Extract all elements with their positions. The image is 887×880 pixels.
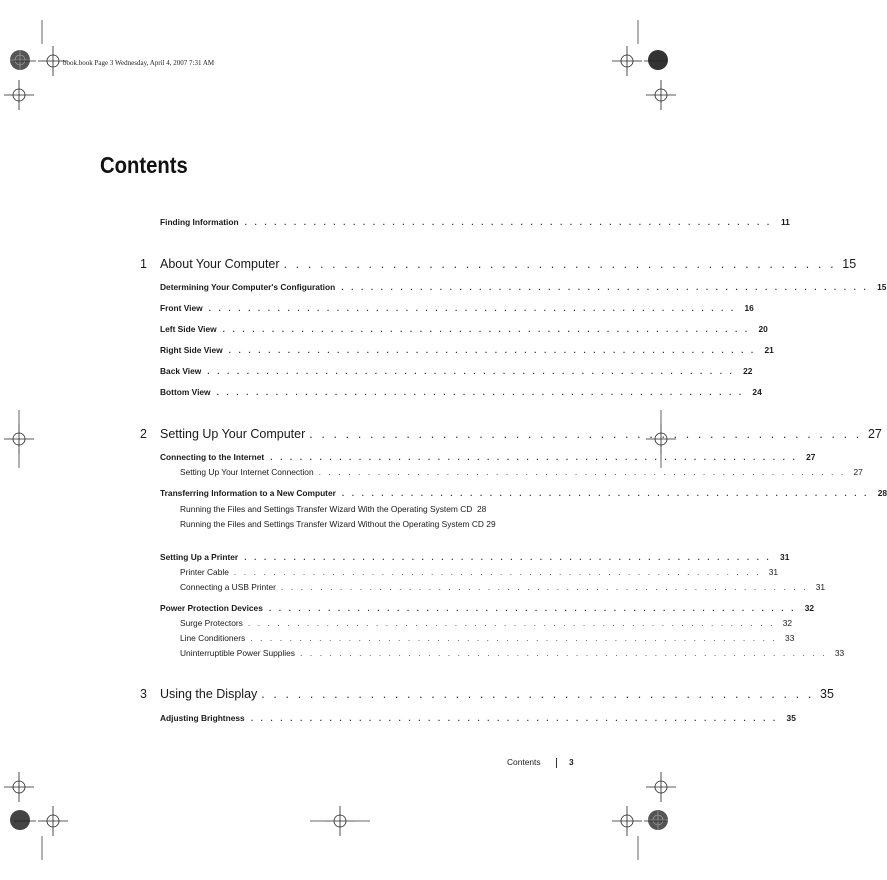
toc-entry-label: Surge Protectors <box>180 618 243 628</box>
toc-entry-label: Connecting to the Internet <box>160 452 265 462</box>
toc-entry-label: Front View <box>160 303 203 313</box>
leader-dots: . . . . . . . . . . . . . . . . . . . . . . . . . . . . . . . . . . . . . . . . . . . . . . . . . . . . . . <box>207 366 735 376</box>
chapter-title: Using the Display <box>160 687 258 701</box>
toc-entry-label: Uninterruptible Power Supplies <box>180 648 295 658</box>
toc-entry-label: Left Side View <box>160 324 217 334</box>
print-slug: book.book Page 3 Wednesday, April 4, 2007 7:31 AM <box>63 59 215 67</box>
toc-entry-page: 20 <box>758 324 768 334</box>
toc-entry-page: 16 <box>744 303 754 313</box>
leader-dots: . . . . . . . . . . . . . . . . . . . . . . . . . . . . . . . . . . . . . . . . . . . . . . . . . . . . . . <box>268 603 797 613</box>
toc-entry-page: 24 <box>752 387 762 397</box>
chapter-number: 1 <box>140 257 147 271</box>
chapter-title: About Your Computer <box>160 257 280 271</box>
leader-dots: . . . . . . . . . . . . . . . . . . . . . . . . . . . . . . . . . . . . . . . . . . . . . . . . . . . . . . <box>341 282 869 292</box>
leader-dots: . . . . . . . . . . . . . . . . . . . . . . . . . . . . . . . . . . . . . . . . . . . . . . . . . . . . . . <box>244 552 772 562</box>
toc-entry-page: 28 <box>877 488 887 498</box>
leader-dots: . . . . . . . . . . . . . . . . . . . . . . . . . . . . . . . . . . . . . . . . . . . . . . . . . . . . . . <box>228 345 756 355</box>
toc-entry-page: 31 <box>815 582 826 592</box>
toc-entry-page: 32 <box>782 618 793 628</box>
leader-dots: . . . . . . . . . . . . . . . . . . . . . . . . . . . . . . . . . . . . . . . . . . . . . . . . . . . . . . <box>250 713 778 723</box>
toc-entry-label: Adjusting Brightness <box>160 713 245 723</box>
leader-dots: . . . . . . . . . . . . . . . . . . . . . . . . . . . . . . . . . . . . . . . . . . . . . . . . . . . . . . <box>244 217 772 227</box>
footer-section: Contents <box>507 757 541 767</box>
leader-dots: . . . . . . . . . . . . . . . . . . . . . . . . . . . . . . . . . . . . . . . . . . . . . . . . . . . . . . <box>233 567 762 577</box>
toc-entry-label: Setting Up a Printer <box>160 552 239 562</box>
toc-entry-page: 15 <box>877 282 887 292</box>
toc-entry-label: Determining Your Computer's Configuration <box>160 282 336 292</box>
toc-entry-label: Finding Information <box>160 217 239 227</box>
leader-dots: . . . . . . . . . . . . . . . . . . . . . . . . . . . . . . . . . . . . . . . . . . . . . . . . . . . . . . <box>300 648 828 658</box>
chapter-number: 3 <box>140 687 147 701</box>
toc-entry-page: 33 <box>785 633 795 643</box>
toc-entry-page: 32 <box>804 603 815 613</box>
leader-dots: . . . . . . . . . . . . . . . . . . . . . . . . . . . . . . . . . . . . . . . . . . . . . . . . . . . . . . <box>270 452 798 462</box>
leader-dots: . . . . . . . . . . . . . . . . . . . . . . . . . . . . . . . . . . . . . . . . . . . . . . <box>309 427 862 441</box>
chapter-page: 35 <box>820 687 834 701</box>
toc-entry-label: Connecting a USB Printer <box>180 582 276 592</box>
leader-dots: . . . . . . . . . . . . . . . . . . . . . . . . . . . . . . . . . . . . . . . . . . . . . . . . . . . . . . <box>216 387 744 397</box>
toc-entry-label: Power Protection Devices <box>160 603 263 613</box>
leader-dots: . . . . . . . . . . . . . . . . . . . . . . . . . . . . . . . . . . . . . . . . . . . . . . . . . . . . . . <box>247 618 776 628</box>
toc-entry-label: Back View <box>160 366 202 376</box>
leader-dots: . . . . . . . . . . . . . . . . . . . . . . . . . . . . . . . . . . . . . . . . . . . . . . . . . . . . . . <box>280 582 809 592</box>
toc-entry-label: Printer Cable <box>180 567 229 577</box>
toc-entry-page: 27 <box>853 467 863 477</box>
page-title: Contents <box>100 152 188 178</box>
toc-entry-page: 28 <box>476 504 487 514</box>
leader-dots: . . . . . . . . . . . . . . . . . . . . . . . . . . . . . . . . . . . . . . . . . . . . . . . . . . . . . . <box>318 467 846 477</box>
toc-entry-label: Transferring Information to a New Computer <box>160 488 336 498</box>
toc-entry-label: Setting Up Your Internet Connection <box>180 467 314 477</box>
toc-entry-label: Running the Files and Settings Transfer Wizard Without the Operating System CD <box>180 519 484 529</box>
toc-entry-label: Right Side View <box>160 345 223 355</box>
toc-entry-label: Running the Files and Settings Transfer Wizard With the Operating System CD <box>180 504 473 514</box>
leader-dots: . . . . . . . . . . . . . . . . . . . . . . . . . . . . . . . . . . . . . . . . . . . . . . . . . . . . . . <box>222 324 750 334</box>
page-number: 3 <box>569 757 574 767</box>
toc-entry-page: 21 <box>764 345 774 355</box>
leader-dots: . . . . . . . . . . . . . . . . . . . . . . . . . . . . . . . . . . . . . . . . . . . . . . <box>261 687 814 701</box>
chapter-page: 15 <box>842 257 857 271</box>
toc-entry-page: 33 <box>834 648 845 658</box>
leader-dots: . . . . . . . . . . . . . . . . . . . . . . . . . . . . . . . . . . . . . . . . . . . . . . . . . . . . . . <box>208 303 736 313</box>
toc-entry-page: 31 <box>780 552 790 562</box>
toc-entry-page: 31 <box>768 567 779 577</box>
toc-entry-page: 35 <box>786 713 796 723</box>
leader-dots: . . . . . . . . . . . . . . . . . . . . . . . . . . . . . . . . . . . . . . . . . . . . . . . . . . . . . . <box>341 488 870 498</box>
leader-dots: . . . . . . . . . . . . . . . . . . . . . . . . . . . . . . . . . . . . . . . . . . . . . . <box>283 257 837 271</box>
toc-entry-page: 11 <box>780 217 790 227</box>
chapter-title: Setting Up Your Computer <box>160 427 306 441</box>
chapter-page: 27 <box>867 427 882 441</box>
chapter-number: 2 <box>140 427 147 441</box>
toc-entry-label: Line Conditioners <box>180 633 246 643</box>
toc-entry-page: 27 <box>806 452 816 462</box>
leader-dots: . . . . . . . . . . . . . . . . . . . . . . . . . . . . . . . . . . . . . . . . . . . . . . . . . . . . . . <box>250 633 778 643</box>
toc-entry-page: 22 <box>743 366 753 376</box>
toc-entry-page: 29 <box>486 519 496 529</box>
toc-entry-label: Bottom View <box>160 387 211 397</box>
